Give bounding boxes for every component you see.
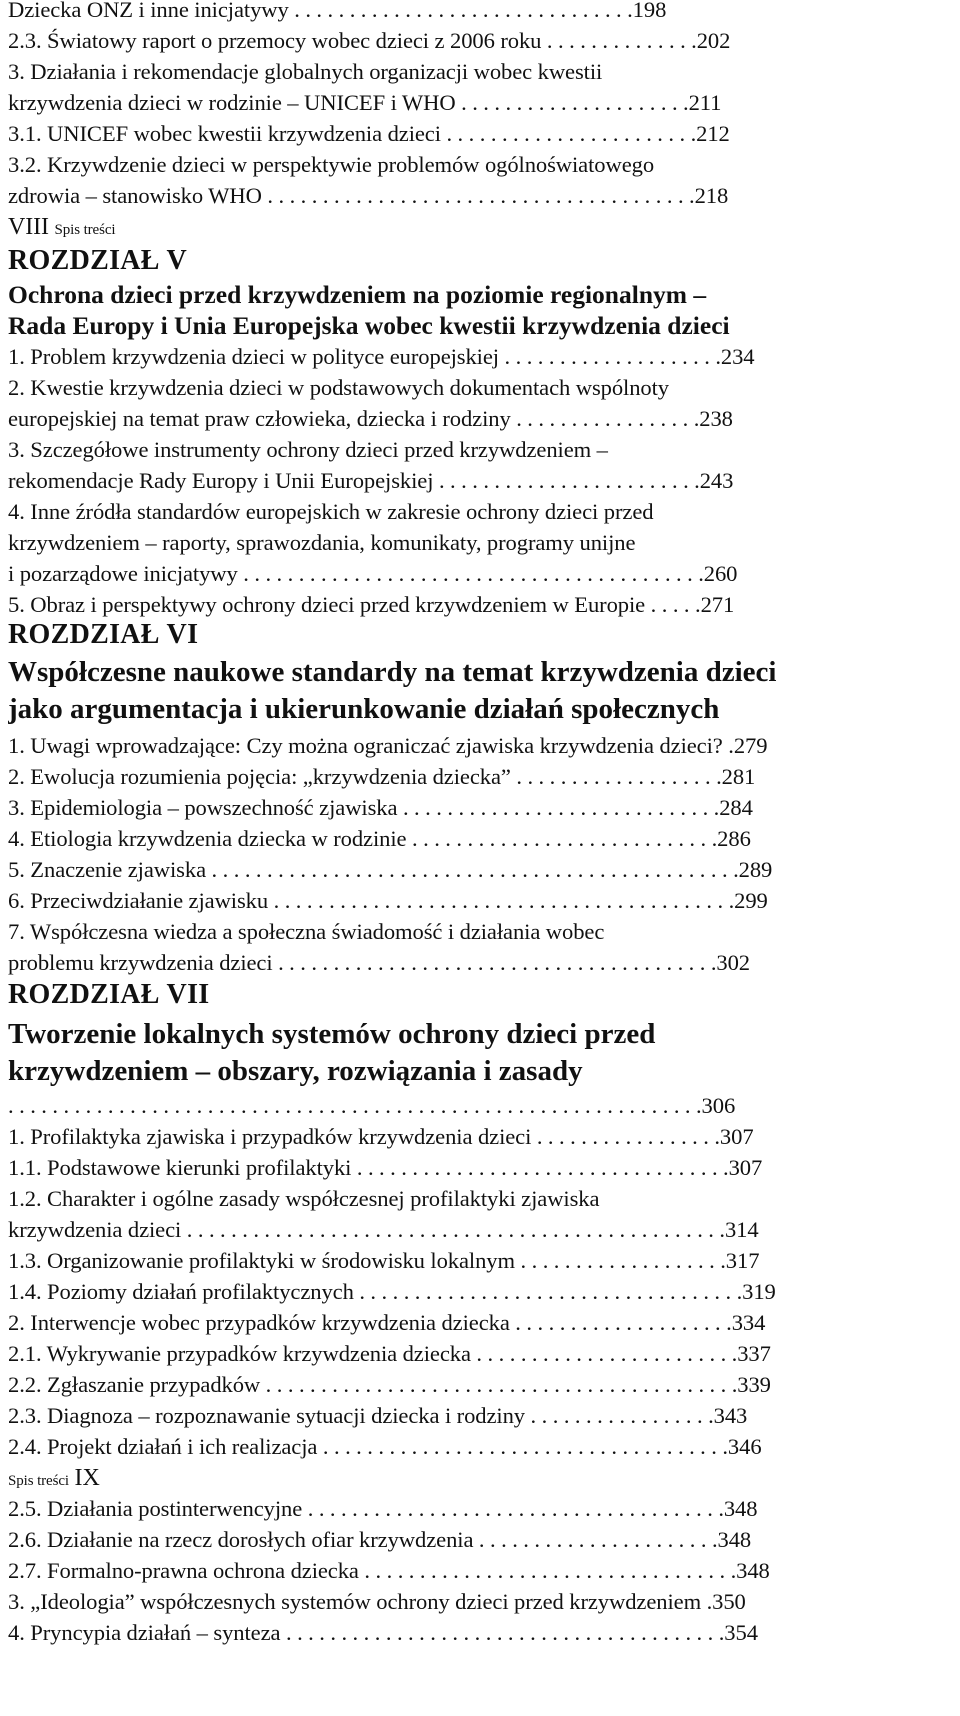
running-title: Spis treści: [8, 1473, 69, 1489]
toc-line: 4. Etiologia krzywdzenia dziecka w rodzinie . . . . . . . . . . . . . . . . . . . . . . . . . . . .286: [8, 826, 751, 851]
chapter-title: ROZDZIAŁ VI: [8, 619, 199, 650]
toc-line: Dziecka ONZ i inne inicjatywy . . . . . . . . . . . . . . . . . . . . . . . . . . . . . . .198: [8, 0, 667, 22]
chapter-subtitle: Tworzenie lokalnych systemów ochrony dzieci przed: [8, 1018, 656, 1050]
toc-line: 2.7. Formalno-prawna ochrona dziecka . . . . . . . . . . . . . . . . . . . . . . . . . . . . . . . . . .348: [8, 1558, 770, 1583]
toc-line: rekomendacje Rady Europy i Unii Europejskiej . . . . . . . . . . . . . . . . . . . . . . . .243: [8, 468, 734, 493]
toc-line: 6. Przeciwdziałanie zjawisku . . . . . . . . . . . . . . . . . . . . . . . . . . . . . . . . . . . . . . . . . .299: [8, 888, 768, 913]
toc-line: 4. Inne źródła standardów europejskich w zakresie ochrony dzieci przed: [8, 499, 654, 524]
toc-line: 1.2. Charakter i ogólne zasady współczesnej profilaktyki zjawiska: [8, 1186, 600, 1211]
toc-line: krzywdzenia dzieci . . . . . . . . . . . . . . . . . . . . . . . . . . . . . . . . . . . . . . . . . . . . . . . . .314: [8, 1217, 759, 1242]
toc-line: zdrowia – stanowisko WHO . . . . . . . . . . . . . . . . . . . . . . . . . . . . . . . . . . . . . . .218: [8, 183, 729, 208]
toc-line: 1. Uwagi wprowadzające: Czy można ograniczać zjawiska krzywdzenia dzieci? .279: [8, 733, 768, 758]
chapter-subtitle: jako argumentacja i ukierunkowanie działań społecznych: [8, 693, 720, 725]
toc-page: [8, 0, 952, 1716]
toc-line: 4. Pryncypia działań – synteza . . . . . . . . . . . . . . . . . . . . . . . . . . . . . . . . . . . . . . . .354: [8, 1620, 758, 1645]
toc-line: 2. Ewolucja rozumienia pojęcia: „krzywdzenia dziecka” . . . . . . . . . . . . . . . . . . .281: [8, 764, 756, 789]
toc-line: 1. Profilaktyka zjawiska i przypadków krzywdzenia dzieci . . . . . . . . . . . . . . . . .307: [8, 1124, 754, 1149]
page-number: IX: [74, 1465, 100, 1491]
toc-line: 1.3. Organizowanie profilaktyki w środowisku lokalnym . . . . . . . . . . . . . . . . . . .317: [8, 1248, 760, 1273]
toc-line: 2.1. Wykrywanie przypadków krzywdzenia dziecka . . . . . . . . . . . . . . . . . . . . . . . .337: [8, 1341, 771, 1366]
toc-line: 3. „Ideologia” współczesnych systemów ochrony dzieci przed krzywdzeniem .350: [8, 1589, 746, 1614]
chapter-subtitle: krzywdzeniem – obszary, rozwiązania i zasady: [8, 1055, 583, 1087]
toc-line: 2.3. Światowy raport o przemocy wobec dzieci z 2006 roku . . . . . . . . . . . . . .202: [8, 28, 731, 53]
toc-line: 5. Znaczenie zjawiska . . . . . . . . . . . . . . . . . . . . . . . . . . . . . . . . . . . . . . . . . . . . . . . .289: [8, 857, 773, 882]
toc-line: 3.2. Krzywdzenie dzieci w perspektywie problemów ogólnoświatowego: [8, 152, 655, 177]
toc-line: 2.6. Działanie na rzecz dorosłych ofiar krzywdzenia . . . . . . . . . . . . . . . . . . . . . .348: [8, 1527, 752, 1552]
toc-line: 2.2. Zgłaszanie przypadków . . . . . . . . . . . . . . . . . . . . . . . . . . . . . . . . . . . . . . . . . . .339: [8, 1372, 771, 1397]
toc-line: 2. Interwencje wobec przypadków krzywdzenia dziecka . . . . . . . . . . . . . . . . . . . .334: [8, 1310, 766, 1335]
toc-line: 2.5. Działania postinterwencyjne . . . . . . . . . . . . . . . . . . . . . . . . . . . . . . . . . . . . . .348: [8, 1496, 758, 1521]
chapter-title: ROZDZIAŁ V: [8, 245, 188, 276]
chapter-subtitle: Współczesne naukowe standardy na temat krzywdzenia dzieci: [8, 656, 777, 688]
chapter-title: ROZDZIAŁ VII: [8, 979, 210, 1010]
toc-line: 1. Problem krzywdzenia dzieci w polityce europejskiej . . . . . . . . . . . . . . . . . . . .234: [8, 344, 755, 369]
toc-line: problemu krzywdzenia dzieci . . . . . . . . . . . . . . . . . . . . . . . . . . . . . . . . . . . . . . . .302: [8, 950, 751, 975]
toc-line: 7. Współczesna wiedza a społeczna świadomość i działania wobec: [8, 919, 605, 944]
toc-line: krzywdzeniem – raporty, sprawozdania, komunikaty, programy unijne: [8, 530, 636, 555]
toc-line: i pozarządowe inicjatywy . . . . . . . . . . . . . . . . . . . . . . . . . . . . . . . . . . . . . . . . . .260: [8, 561, 738, 586]
toc-line: 1.1. Podstawowe kierunki profilaktyki . . . . . . . . . . . . . . . . . . . . . . . . . . . . . . . . . .307: [8, 1155, 763, 1180]
chapter-subtitle: Rada Europy i Unia Europejska wobec kwestii krzywdzenia dzieci: [8, 311, 730, 340]
toc-line: 1.4. Poziomy działań profilaktycznych . . . . . . . . . . . . . . . . . . . . . . . . . . . . . . . . . . .319: [8, 1279, 776, 1304]
toc-line: 3. Działania i rekomendacje globalnych organizacji wobec kwestii: [8, 59, 603, 84]
toc-line: europejskiej na temat praw człowieka, dziecka i rodziny . . . . . . . . . . . . . . . . .238: [8, 406, 733, 431]
toc-line: 3. Szczegółowe instrumenty ochrony dzieci przed krzywdzeniem –: [8, 437, 608, 462]
page-header: [8, 211, 115, 246]
toc-line: 2. Kwestie krzywdzenia dzieci w podstawowych dokumentach wspólnoty: [8, 375, 669, 400]
toc-line: 3.1. UNICEF wobec kwestii krzywdzenia dzieci . . . . . . . . . . . . . . . . . . . . . . .212: [8, 121, 730, 146]
toc-line: . . . . . . . . . . . . . . . . . . . . . . . . . . . . . . . . . . . . . . . . . . . . . . . . . . . . . . . . . . . . . . .306: [8, 1093, 736, 1118]
chapter-subtitle: Ochrona dzieci przed krzywdzeniem na poziomie regionalnym –: [8, 280, 707, 309]
toc-line: 5. Obraz i perspektywy ochrony dzieci przed krzywdzeniem w Europie . . . . .271: [8, 592, 735, 617]
toc-line: 2.4. Projekt działań i ich realizacja . . . . . . . . . . . . . . . . . . . . . . . . . . . . . . . . . . . . .346: [8, 1434, 762, 1459]
page-number: VIII: [8, 214, 49, 240]
toc-line: 3. Epidemiologia – powszechność zjawiska . . . . . . . . . . . . . . . . . . . . . . . . . . . . .284: [8, 795, 753, 820]
page-header: [8, 1462, 100, 1497]
toc-line: krzywdzenia dzieci w rodzinie – UNICEF i WHO . . . . . . . . . . . . . . . . . . . . .211: [8, 90, 722, 115]
running-title: Spis treści: [54, 222, 116, 238]
toc-line: 2.3. Diagnoza – rozpoznawanie sytuacji dziecka i rodziny . . . . . . . . . . . . . . . . .343: [8, 1403, 748, 1428]
